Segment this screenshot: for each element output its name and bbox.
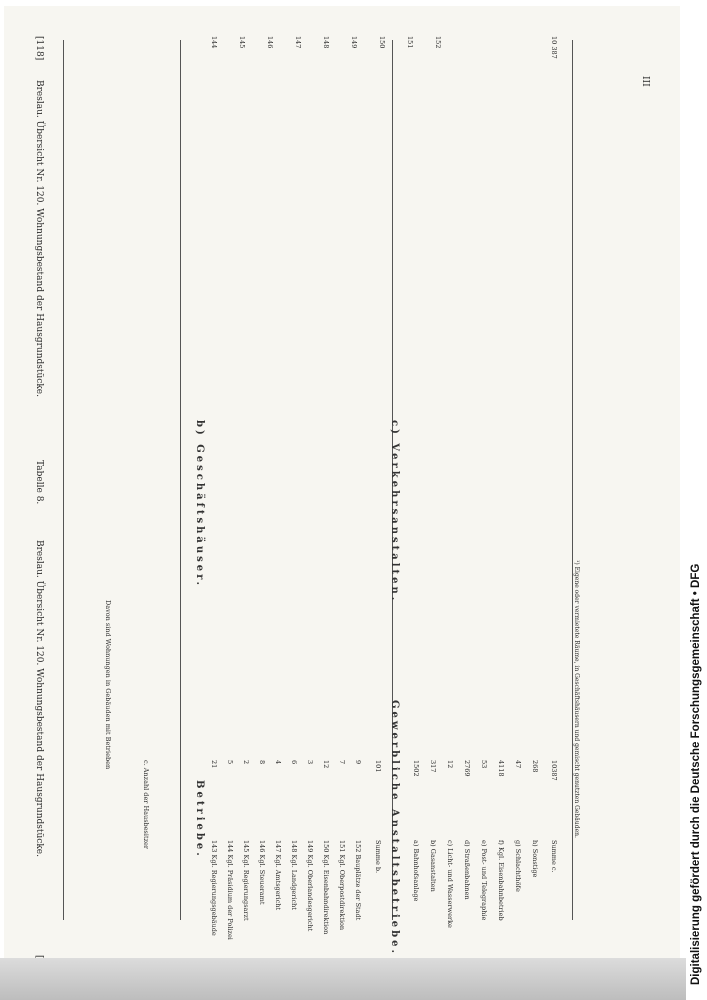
left-row-149-value: 3 [306, 760, 314, 765]
right-value-146: 146 [266, 36, 274, 49]
left-row-147-value: 4 [274, 760, 282, 765]
left-row-b3: c) Licht- und Wasserwerke [446, 840, 454, 928]
left-row-b2: b) Gasanstalten [429, 840, 437, 892]
left-row-151-value: 7 [338, 760, 346, 765]
left-row-b3-value: 12 [446, 760, 454, 769]
left-row-b7: g) Schlachthöfe [514, 840, 522, 892]
left-row-b6: f) Kgl. Eisenbahnbetrieb [497, 840, 505, 921]
left-section-b: c) Verkehrsanstalten. [389, 420, 400, 604]
right-value-148: 148 [322, 36, 330, 49]
left-row-152-value: 9 [354, 760, 362, 765]
right-value-150: 150 [378, 36, 386, 49]
right-value-151: 151 [406, 36, 414, 49]
left-sum-a-value: 101 [374, 760, 382, 773]
right-page-foot: III [640, 76, 650, 87]
left-row-152: 152 Bauplätze der Stadt [354, 840, 362, 921]
right-section-b: Gewerbliche Anstaltsbetriebe. [389, 700, 400, 956]
left-sum-a-label: Summe b. [374, 840, 382, 874]
right-value-145: 145 [238, 36, 246, 49]
right-subgroup: c. Anzahl der Hausbesitzer [142, 760, 150, 849]
left-sum-b-label: Summe c. [550, 840, 558, 873]
scan-bottom-shadow [0, 958, 707, 1000]
right-running-head: Breslau. Übersicht Nr. 120. Wohnungsbestand der Hausgrundstücke. [34, 540, 44, 857]
right-sum: 10 387 [550, 36, 558, 59]
left-row-b6-value: 4118 [497, 760, 505, 777]
left-row-145-value: 2 [242, 760, 250, 765]
left-row-143: 143 Kgl. Regierungsgebäude [210, 840, 218, 936]
right-section-a: Betriebe. [194, 780, 205, 859]
left-running-head: Breslau. Übersicht Nr. 120. Wohnungsbestand der Hausgrundstücke. [34, 80, 44, 397]
left-row-b8-value: 268 [531, 760, 539, 773]
left-row-145: 145 Kgl. Regierungsarzt [242, 840, 250, 921]
left-section-a: b) Geschäftshäuser. [194, 420, 205, 588]
left-row-148-value: 6 [290, 760, 298, 765]
right-value-144: 144 [210, 36, 218, 49]
left-row-151: 151 Kgl. Oberpostdirektion [338, 840, 346, 931]
left-row-144-value: 5 [226, 760, 234, 765]
left-row-b1: a) Bahnhofsanlage [412, 840, 420, 902]
left-header-rule [63, 40, 64, 920]
right-column-group: Davon sind Wohnungen in Gebäuden mit Betrieben [104, 600, 112, 770]
left-row-150-value: 12 [322, 760, 330, 769]
left-row-150: 150 Kgl. Eisenbahndirektion [322, 840, 330, 935]
left-table-label: Tabelle 8. [34, 460, 44, 505]
left-row-b4: d) Straßenbahnen [463, 840, 471, 900]
right-value-147: 147 [294, 36, 302, 49]
left-row-147: 147 Kgl. Amtsgericht [274, 840, 282, 911]
left-row-b5-value: 53 [480, 760, 488, 769]
left-row-146: 146 Kgl. Steueramt [258, 840, 266, 905]
left-row-b2-value: 317 [429, 760, 437, 773]
dfg-watermark: Digitalisierung gefördert durch die Deutsche Forschungsgemeinschaft • DFG [690, 563, 702, 985]
left-row-146-value: 8 [258, 760, 266, 765]
left-row-b5: e) Post- und Telegraphie [480, 840, 488, 921]
left-row-b7-value: 47 [514, 760, 522, 769]
left-row-144: 144 Kgl. Präsidium der Polizei [226, 840, 234, 940]
left-row-149: 149 Kgl. Oberlandesgericht [306, 840, 314, 932]
left-page-number: [118] [34, 36, 44, 61]
left-row-148: 148 Kgl. Landgericht [290, 840, 298, 910]
left-footnote: ¹) Eigene oder vermietete Räume, in Geschäftshäusern und gemischt genutzten Gebäuden. [573, 560, 580, 838]
right-value-149: 149 [350, 36, 358, 49]
left-row-143-value: 21 [210, 760, 218, 769]
left-sum-b-value: 10387 [550, 760, 558, 781]
right-value-152: 152 [434, 36, 442, 49]
left-row-b4-value: 2769 [463, 760, 471, 777]
left-column-rule [180, 40, 181, 920]
left-row-b8: h) Sonstige [531, 840, 539, 878]
left-row-b1-value: 1502 [412, 760, 420, 777]
